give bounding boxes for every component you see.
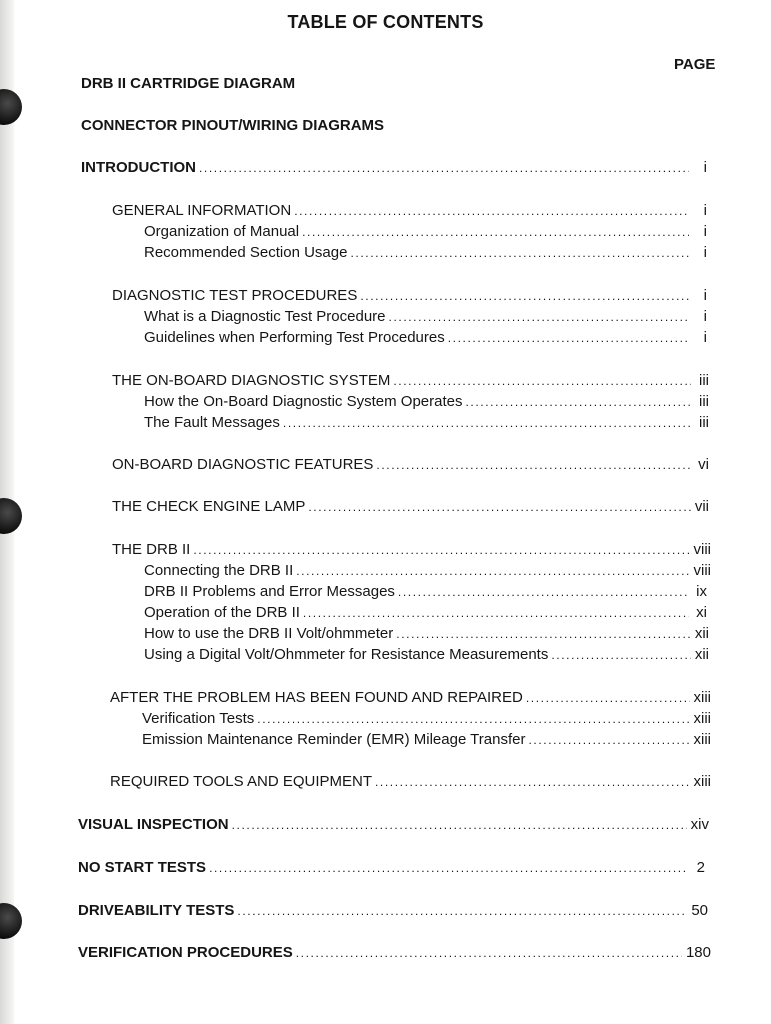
toc-entry-page: xiii bbox=[693, 710, 711, 727]
toc-entry[interactable] bbox=[110, 688, 711, 708]
toc-entry-page: xii bbox=[694, 646, 709, 663]
toc-heading-cartridge-diagram: DRB II CARTRIDGE DIAGRAM bbox=[81, 75, 296, 92]
toc-entry-page: iii bbox=[699, 414, 709, 431]
toc-entry-page: i bbox=[703, 329, 707, 346]
toc-entry-page: vii bbox=[694, 498, 709, 515]
toc-entry-label: VISUAL INSPECTION bbox=[78, 816, 229, 833]
toc-entry-page: i bbox=[703, 287, 707, 304]
page-column-header: PAGE bbox=[674, 56, 716, 73]
toc-entry-label: Recommended Section Usage bbox=[144, 244, 348, 261]
toc-entry[interactable] bbox=[112, 540, 711, 560]
leader-dots bbox=[551, 645, 691, 665]
toc-entry[interactable] bbox=[110, 772, 711, 792]
toc-entry-page: i bbox=[703, 202, 707, 219]
toc-entry[interactable] bbox=[78, 815, 709, 835]
leader-dots bbox=[209, 858, 687, 878]
toc-entry-page: viii bbox=[693, 562, 711, 579]
toc-entry-page: xii bbox=[694, 625, 709, 642]
toc-entry[interactable] bbox=[78, 858, 705, 878]
toc-entry-page: xiv bbox=[690, 816, 709, 833]
toc-entry[interactable] bbox=[144, 645, 709, 665]
leader-dots bbox=[389, 307, 689, 327]
leader-dots bbox=[237, 901, 687, 921]
toc-entry-page: 50 bbox=[691, 902, 708, 919]
toc-entry-page: iii bbox=[699, 372, 709, 389]
leader-dots bbox=[193, 540, 689, 560]
toc-entry-page: iii bbox=[699, 393, 709, 410]
toc-entry[interactable] bbox=[112, 497, 709, 517]
toc-entry[interactable] bbox=[144, 243, 707, 263]
toc-entry[interactable] bbox=[144, 328, 707, 348]
page-title: TABLE OF CONTENTS bbox=[287, 12, 484, 32]
leader-dots bbox=[257, 709, 689, 729]
toc-entry[interactable] bbox=[144, 561, 711, 581]
toc-entry-page: viii bbox=[693, 541, 711, 558]
toc-entry-page: 2 bbox=[696, 859, 705, 876]
toc-entry[interactable] bbox=[81, 158, 707, 178]
toc-entry-label: Emission Maintenance Reminder (EMR) Mileage Transfer bbox=[142, 731, 526, 748]
toc-entry[interactable] bbox=[144, 307, 707, 327]
toc-entry-label: What is a Diagnostic Test Procedure bbox=[144, 308, 386, 325]
toc-entry-page: vi bbox=[698, 456, 709, 473]
leader-dots bbox=[303, 603, 689, 623]
toc-entry[interactable] bbox=[78, 901, 708, 921]
toc-entry-label: Verification Tests bbox=[142, 710, 255, 727]
leader-dots bbox=[294, 201, 689, 221]
toc-entry[interactable] bbox=[144, 603, 707, 623]
toc-entry[interactable] bbox=[144, 392, 709, 412]
toc-entry-label: AFTER THE PROBLEM HAS BEEN FOUND AND REPAIRED bbox=[110, 689, 523, 706]
leader-dots bbox=[528, 730, 689, 750]
toc-entry[interactable] bbox=[142, 709, 711, 729]
toc-entry-label: Using a Digital Volt/Ohmmeter for Resistance Measurements bbox=[144, 646, 549, 663]
toc-entry-page: xiii bbox=[693, 773, 711, 790]
leader-dots bbox=[448, 328, 689, 348]
toc-heading-connector-pinout: CONNECTOR PINOUT/WIRING DIAGRAMS bbox=[81, 117, 385, 134]
toc-entry[interactable] bbox=[144, 624, 709, 644]
leader-dots bbox=[465, 392, 691, 412]
leader-dots bbox=[398, 582, 689, 602]
toc-entry-label: THE ON-BOARD DIAGNOSTIC SYSTEM bbox=[112, 372, 391, 389]
toc-entry-label: THE CHECK ENGINE LAMP bbox=[112, 498, 306, 515]
toc-entry-label: How to use the DRB II Volt/ohmmeter bbox=[144, 625, 394, 642]
toc-entry[interactable] bbox=[144, 413, 709, 433]
leader-dots bbox=[360, 286, 689, 306]
leader-dots bbox=[296, 943, 682, 963]
toc-entry[interactable] bbox=[144, 582, 707, 602]
leader-dots bbox=[393, 371, 691, 391]
toc-entry-label: DRIVEABILITY TESTS bbox=[78, 902, 235, 919]
leader-dots bbox=[308, 497, 690, 517]
toc-entry[interactable] bbox=[112, 455, 709, 475]
toc-entry[interactable] bbox=[144, 222, 707, 242]
toc-entry-label: The Fault Messages bbox=[144, 414, 280, 431]
toc-entry-label: DRB II Problems and Error Messages bbox=[144, 583, 395, 600]
leader-dots bbox=[396, 624, 691, 644]
leader-dots bbox=[526, 688, 690, 708]
toc-entry-label: Operation of the DRB II bbox=[144, 604, 300, 621]
leader-dots bbox=[350, 243, 689, 263]
toc-entry-label: INTRODUCTION bbox=[81, 159, 196, 176]
toc-entry-page: ix bbox=[696, 583, 707, 600]
toc-entry-label: REQUIRED TOOLS AND EQUIPMENT bbox=[110, 773, 372, 790]
leader-dots bbox=[199, 158, 689, 178]
toc-entry-page: i bbox=[703, 223, 707, 240]
toc-entry-label: NO START TESTS bbox=[78, 859, 207, 876]
leader-dots bbox=[296, 561, 689, 581]
leader-dots bbox=[302, 222, 689, 242]
toc-entry-label: THE DRB II bbox=[112, 541, 191, 558]
toc-entry-label: GENERAL INFORMATION bbox=[112, 202, 292, 219]
toc-entry-page: i bbox=[703, 308, 707, 325]
toc-entry-page: xiii bbox=[693, 731, 711, 748]
leader-dots bbox=[283, 413, 691, 433]
toc-entry-label: Organization of Manual bbox=[144, 223, 300, 240]
toc-entry-label: VERIFICATION PROCEDURES bbox=[78, 944, 293, 961]
toc-entry-label: Guidelines when Performing Test Procedures bbox=[144, 329, 445, 346]
toc-entry[interactable] bbox=[142, 730, 711, 750]
toc-entry-label: Connecting the DRB II bbox=[144, 562, 294, 579]
leader-dots bbox=[376, 455, 691, 475]
leader-dots bbox=[375, 772, 690, 792]
toc-entry-page: xi bbox=[696, 604, 707, 621]
toc-entry[interactable] bbox=[112, 286, 707, 306]
toc-entry-page: 180 bbox=[685, 944, 711, 961]
leader-dots bbox=[232, 815, 687, 835]
toc-entry[interactable] bbox=[78, 943, 711, 963]
toc-entry-label: ON-BOARD DIAGNOSTIC FEATURES bbox=[112, 456, 374, 473]
toc-entry[interactable] bbox=[112, 371, 709, 391]
toc-entry-page: xiii bbox=[693, 689, 711, 706]
toc-entry-page: i bbox=[703, 159, 707, 176]
toc-entry-label: DIAGNOSTIC TEST PROCEDURES bbox=[112, 287, 358, 304]
toc-entry-page: i bbox=[703, 244, 707, 261]
toc-entry[interactable] bbox=[112, 201, 707, 221]
toc-entry-label: How the On-Board Diagnostic System Operates bbox=[144, 393, 463, 410]
